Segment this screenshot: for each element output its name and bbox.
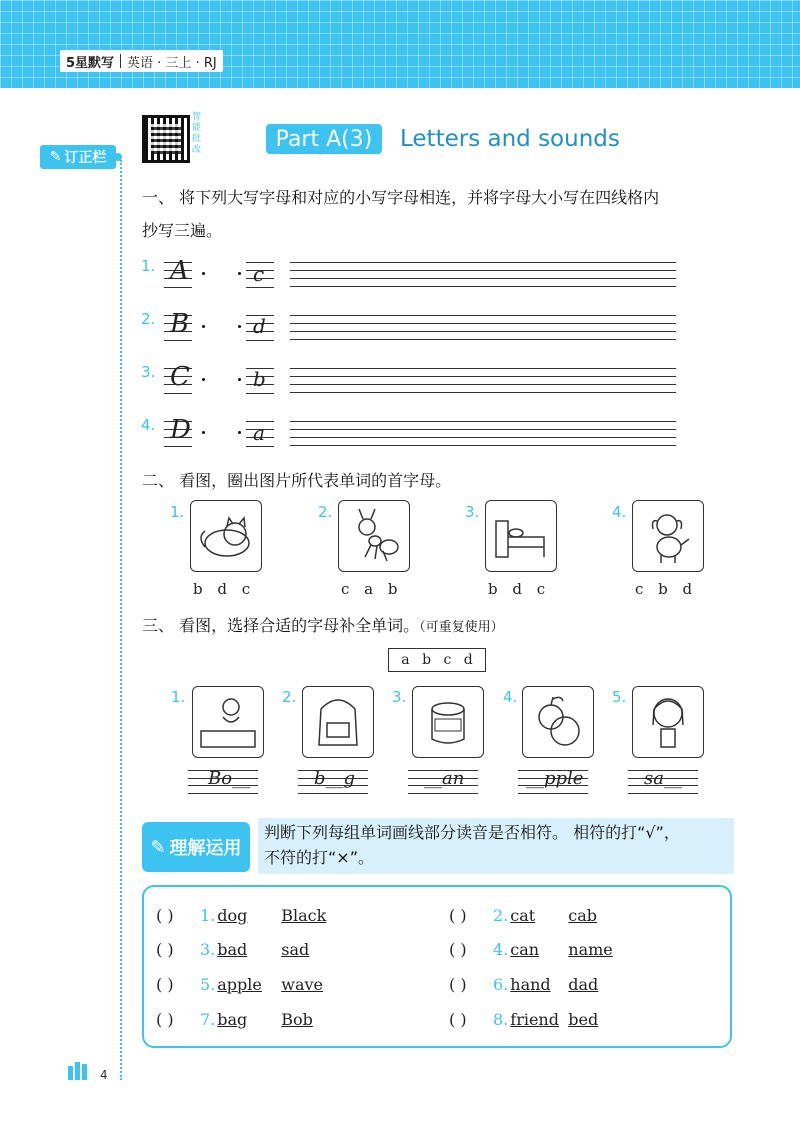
match-dot[interactable] [238,325,241,328]
letter-bank: a b c d [388,648,486,672]
brand-label: 5星默写 [66,55,115,71]
books-icon [66,1060,94,1080]
page-number: 4 [100,1068,108,1082]
s3-word: __pple [526,768,584,789]
pencil-icon: ✎ [49,149,62,165]
match-dot[interactable] [202,272,205,275]
s2-options[interactable]: c b d [635,580,693,598]
match-dot[interactable] [202,378,205,381]
s3-word: sa__ [644,768,682,789]
s2-options[interactable]: b d c [193,580,251,598]
answer-blank[interactable]: ( ) [449,975,467,994]
s3-item-number: 3. [392,688,407,706]
s2-item-number: 4. [612,503,627,521]
s3-item-number: 2. [282,688,297,706]
s1-upper-letter: B [170,309,190,339]
correction-label: 订正栏 [64,150,107,166]
judge-row: ( ) 2. cat cab [449,906,598,925]
judge-row: ( ) 3. bad sad [156,940,310,959]
section1-heading: 一、 将下列大写字母和对应的小写字母相连，并将字母大小写在四线格内 [142,188,660,207]
match-dot[interactable] [202,325,205,328]
answer-blank[interactable]: ( ) [449,906,467,925]
subject-label: 英语 · 三上 · RJ [127,55,217,71]
s3-word: Bo__ [208,768,251,789]
s2-options[interactable]: b d c [488,580,546,598]
match-dot[interactable] [202,431,205,434]
judge-row: ( ) 6. hand dad [449,975,599,994]
section2-heading: 二、 看图，圈出图片所代表单词的首字母。 [142,471,452,490]
s1-copy-grid[interactable] [290,262,676,287]
cat-icon [190,500,262,572]
dog-icon [632,500,704,572]
instruction-text: 判断下列每组单词画线部分读音是否相符。 相符的打“√”， 不符的打“×”。 [264,823,680,867]
match-dot[interactable] [238,431,241,434]
boy-in-bed-icon [192,686,264,758]
page-title: Letters and sounds [400,126,620,152]
qr-label: 智能批改 [192,112,202,155]
ant-icon [338,500,410,572]
judge-row: ( ) 5. apple wave [156,975,324,994]
s1-row-number: 2. [141,310,156,328]
girl-icon [632,686,704,758]
qr-code-icon[interactable] [142,115,190,163]
s1-copy-grid[interactable] [290,368,676,393]
margin-dot [114,153,122,161]
judge-row: ( ) 1. dog Black [156,906,327,925]
s1-copy-grid[interactable] [290,315,676,340]
section3-heading: 三、 看图，选择合适的字母补全单词。（可重复使用） [142,616,504,635]
s1-lower-letter: a [253,421,265,445]
judge-row: ( ) 7. bag Bob [156,1010,313,1029]
can-icon [412,686,484,758]
note-icon: ✎ [150,836,166,858]
s2-item-number: 2. [318,503,333,521]
s1-lower-letter: c [253,262,265,286]
section1-heading-cont: 抄写三遍。 [142,221,223,240]
s1-copy-grid[interactable] [290,421,676,446]
correction-margin-line [120,160,122,1080]
s1-row-number: 1. [141,257,156,275]
divider [120,54,121,68]
part-badge: Part A(3) [266,124,382,154]
bed-icon [485,500,557,572]
judge-row: ( ) 4. can name [449,940,613,959]
book-tag [60,50,223,72]
s3-word: b__g [314,768,356,789]
answer-blank[interactable]: ( ) [449,940,467,959]
judge-row: ( ) 8. friend bed [449,1010,599,1029]
s2-options[interactable]: c a b [341,580,398,598]
s1-upper-letter: C [170,362,190,392]
s1-lower-letter: d [253,314,266,338]
bag-icon [302,686,374,758]
answer-blank[interactable]: ( ) [449,1010,467,1029]
answer-blank[interactable]: ( ) [156,906,174,925]
s2-item-number: 3. [465,503,480,521]
answer-blank[interactable]: ( ) [156,940,174,959]
s1-upper-letter: D [170,415,191,445]
s1-row-number: 3. [141,363,156,381]
match-dot[interactable] [238,378,241,381]
s3-word: __an [424,768,465,789]
apply-badge: ✎ 理解运用 [142,822,250,872]
section3-note: （可重复使用） [419,620,504,635]
correction-column-tag [40,145,116,169]
s3-item-number: 5. [612,688,627,706]
s2-item-number: 1. [170,503,185,521]
answer-blank[interactable]: ( ) [156,975,174,994]
s1-lower-letter: b [253,367,266,391]
match-dot[interactable] [238,272,241,275]
page-header [0,0,800,88]
answer-blank[interactable]: ( ) [156,1010,174,1029]
apple-icon [522,686,594,758]
s1-row-number: 4. [141,416,156,434]
s1-upper-letter: A [170,256,189,286]
s3-item-number: 1. [171,688,186,706]
s3-item-number: 4. [503,688,518,706]
